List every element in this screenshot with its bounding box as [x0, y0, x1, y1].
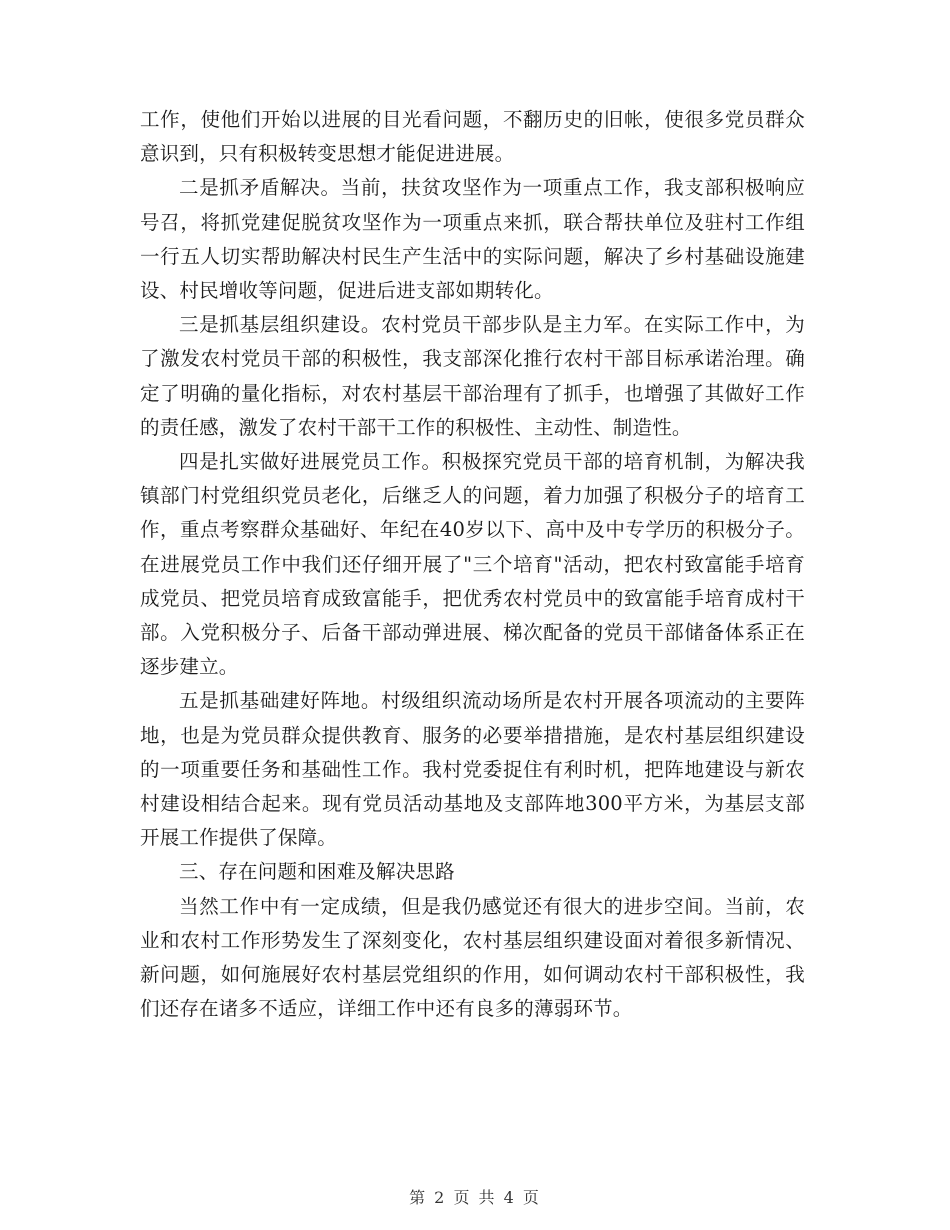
paragraph-contradiction-resolution: 二是抓矛盾解决。当前，扶贫攻坚作为一项重点工作，我支部积极响应号召，将抓党建促脱贫攻坚作为一项重点来抓，联合帮扶单位及驻村工作组一行五人切实帮助解决村民生产生活中的实际问题，解决了乡村基础设施建设、村民增收等问题，促进后进支部如期转化。 [140, 176, 805, 303]
paragraph-grassroots-organization: 三是抓基层组织建设。农村党员干部步队是主力军。在实际工作中，为了激发农村党员干部的积极性，我支部深化推行农村干部目标承诺治理。确定了明确的量化指标，对农村基层干部治理有了抓手，也增强了其做好工作的责任感，激发了农村干部干工作的积极性、主动性、制造性。 [140, 313, 805, 439]
paragraph-problems-summary: 当然工作中有一定成绩，但是我仍感觉还有很大的进步空间。当前，农业和农村工作形势发生了深刻变化，农村基层组织建设面对着很多新情况、新问题，如何施展好农村基层党组织的作用，如何调动农村干部积极性，我们还存在诸多不适应，详细工作中还有良多的薄弱环节。 [140, 894, 805, 1021]
section-heading-problems: 三、存在问题和困难及解决思路 [179, 860, 455, 884]
page-number-footer: 第 2 页 共 4 页 [409, 1188, 541, 1207]
paragraph-party-member-development: 四是扎实做好进展党员工作。积极探究党员干部的培育机制，为解决我镇部门村党组织党员老化，后继乏人的问题，着力加强了积极分子的培育工作，重点考察群众基础好、年纪在40岁以下、高中及中专学历的积极分子。在进展党员工作中我们还仔细开展了"三个培育"活动，把农村致富能手培育成党员、把党员培育成致富能手，把优秀农村党员中的致富能手培育成村干部。入党积极分子、后备干部动弹进展、梯次配备的党员干部储备体系正在逐步建立。 [140, 450, 805, 679]
paragraph-base-construction: 五是抓基础建好阵地。村级组织流动场所是农村开展各项流动的主要阵地，也是为党员群众提供教育、服务的必要举措措施，是农村基层组织建设的一项重要任务和基础性工作。我村党委捉住有利时机，把阵地建设与新农村建设相结合起来。现有党员活动基地及支部阵地300平方米，为基层支部开展工作提供了保障。 [140, 689, 805, 850]
paragraph-continuation: 工作，使他们开始以进展的目光看问题，不翻历史的旧帐，使很多党员群众意识到，只有积极转变思想才能促进进展。 [140, 108, 805, 166]
document-body [140, 103, 805, 1026]
